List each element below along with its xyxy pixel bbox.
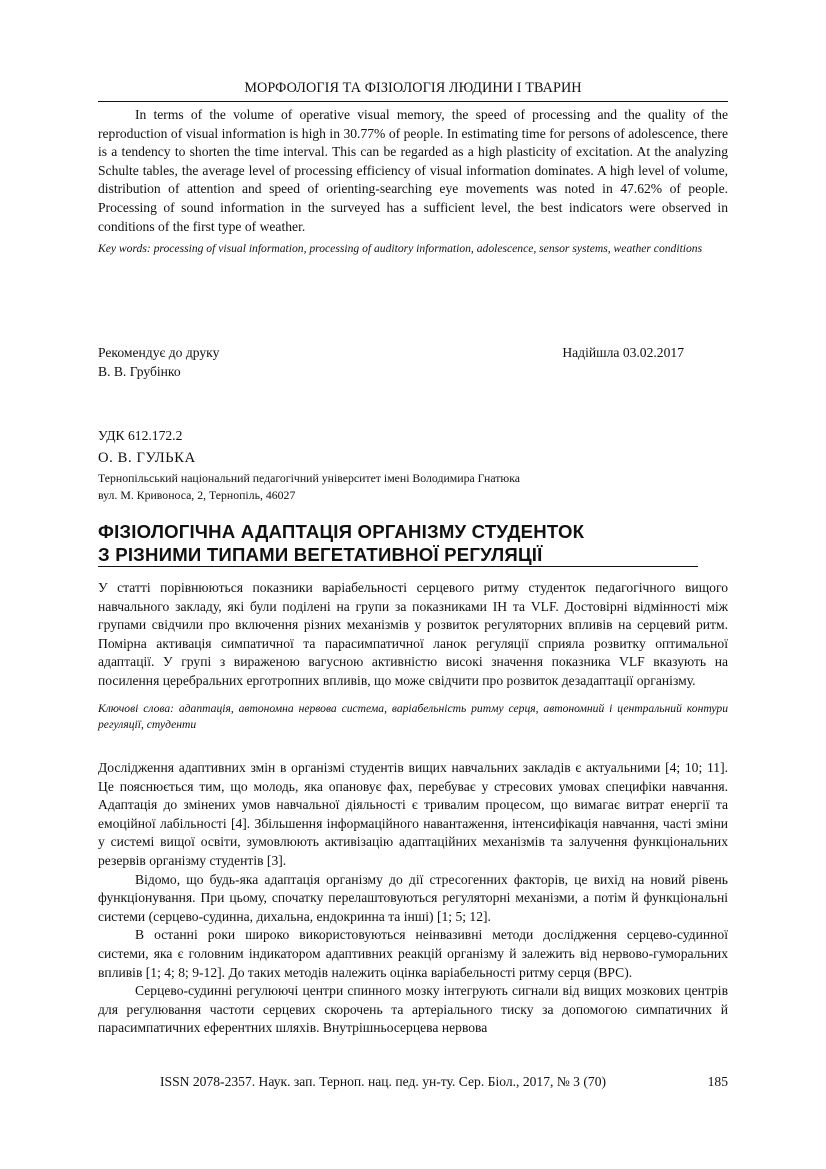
article-body [98, 759, 728, 1038]
article-keywords: Ключові слова: адаптація, автономна нервова система, варіабельність ритму серця, автономний і центральний контури регуляції, студенти [98, 701, 728, 732]
author-affiliation: Тернопільський національний педагогічний університет імені Володимира Гнатюка [98, 471, 521, 485]
running-header: МОРФОЛОГІЯ ТА ФІЗІОЛОГІЯ ЛЮДИНИ І ТВАРИН [98, 80, 728, 102]
previous-article-abstract [98, 106, 728, 258]
article-author: О. В. ГУЛЬКА [98, 450, 196, 466]
body-paragraph-1: Дослідження адаптивних змін в організмі студентів вищих навчальних закладів є актуальними [4; 10; 11]. Це пояснюється тим, що молодь, яка опановує фах, перебуває у стресових умовах специфіки навчання. Адаптація до змінених умов навчальної діяльності є тривалим процесом, що вимагає витрат енергії та емоційної лабільності [4]. Збільшення інформаційного навантаження, інтенсифікація навчання, часті зміни у системі вищої освіти, зумовлюють активізацію адаптаційних механізмів та залучення функціональних резервів організму студентів [3]. [98, 760, 728, 868]
page-number: 185 [707, 1074, 728, 1089]
body-paragraph-3: В останні роки широко використовуються неінвазивні методи дослідження серцево-судинної системи, яка є головним індикатором адаптивних реакцій організму й залежить від нервово-гуморальних впливів [1; 4; 8; 9-12]. До таких методів належить оцінка варіабельності ритму серця (ВРС). [98, 927, 728, 980]
article-meta [98, 426, 728, 503]
article-abstract-block [98, 579, 728, 734]
article-abstract: У статті порівнюються показники варіабельності серцевого ритму студенток педагогічного вищого навчального закладу, які були поділені на групи за показниками ІН та VLF. Достовірні відмінності між групами свідчили про включення різних механізмів у розвиток регуляторних впливів на серцевий ритм. Помірна активація симпатичної та парасимпатичної ланок регуляції сприяла розвитку оптимальної адаптації. У групі з вираженою вагусною активністю високі значення показника VLF вказують на посилення церебральних ерготропних впливів, що може свідчити про розвиток дезадаптації організму. [98, 580, 728, 688]
footer-citation: ISSN 2078-2357. Наук. зап. Терноп. нац. пед. ун-ту. Сер. Біол., 2017, № 3 (70) [160, 1074, 607, 1089]
english-keywords: Key words: processing of visual information, processing of auditory information, adolescence, sensor systems, weather conditions [98, 242, 703, 256]
article-title [98, 520, 728, 567]
body-paragraph-2: Відомо, що будь-яка адаптація організму до дії стресогенних факторів, це вихід на новий рівень функціонування. При цьому, спочатку перелаштовуються регуляторні механізми, а потім й функціональні системи (серцево-судинна, дихальна, ендокринна та інші) [1; 5; 12]. [98, 871, 728, 924]
recommendation-block [98, 343, 728, 381]
body-paragraph-4: Серцево-судинні регулюючі центри спинного мозку інтегрують сигнали від вищих мозкових центрів для регулювання частоти серцевих скорочень та артеріального тиску за допомогою симпатичних й парасимпатичних еферентних шляхів. Внутрішньосерцева нервова [98, 983, 728, 1036]
recommending-person: В. В. Грубінко [98, 364, 181, 379]
english-abstract-text: In terms of the volume of operative visual memory, the speed of processing and the quality of the reproduction of visual information is high in 30.77% of people. In estimating time for persons of adolescence, there is a tendency to shorten the time interval. This can be regarded as a high plasticity of excitation. At the analyzing Schulte tables, the average level of processing efficiency of visual information dominates. A high level of volume, distribution of attention and speed of orienting-searching eye movements was noted in 47.62% of people. Processing of sound information in the surveyed has a sufficient level, the best indicators were observed in conditions of the first type of weather. [98, 107, 728, 234]
received-date: Надійшла 03.02.2017 [562, 345, 684, 360]
title-line-2: З РІЗНИМИ ТИПАМИ ВЕГЕТАТИВНОЇ РЕГУЛЯЦІЇ [98, 543, 698, 567]
author-address: вул. М. Кривоноса, 2, Тернопіль, 46027 [98, 487, 296, 502]
title-line-1: ФІЗІОЛОГІЧНА АДАПТАЦІЯ ОРГАНІЗМУ СТУДЕНТОК [98, 521, 585, 542]
udk-code: УДК 612.172.2 [98, 428, 183, 443]
page-footer [160, 1074, 728, 1090]
recommend-label: Рекомендує до друку [98, 345, 220, 360]
